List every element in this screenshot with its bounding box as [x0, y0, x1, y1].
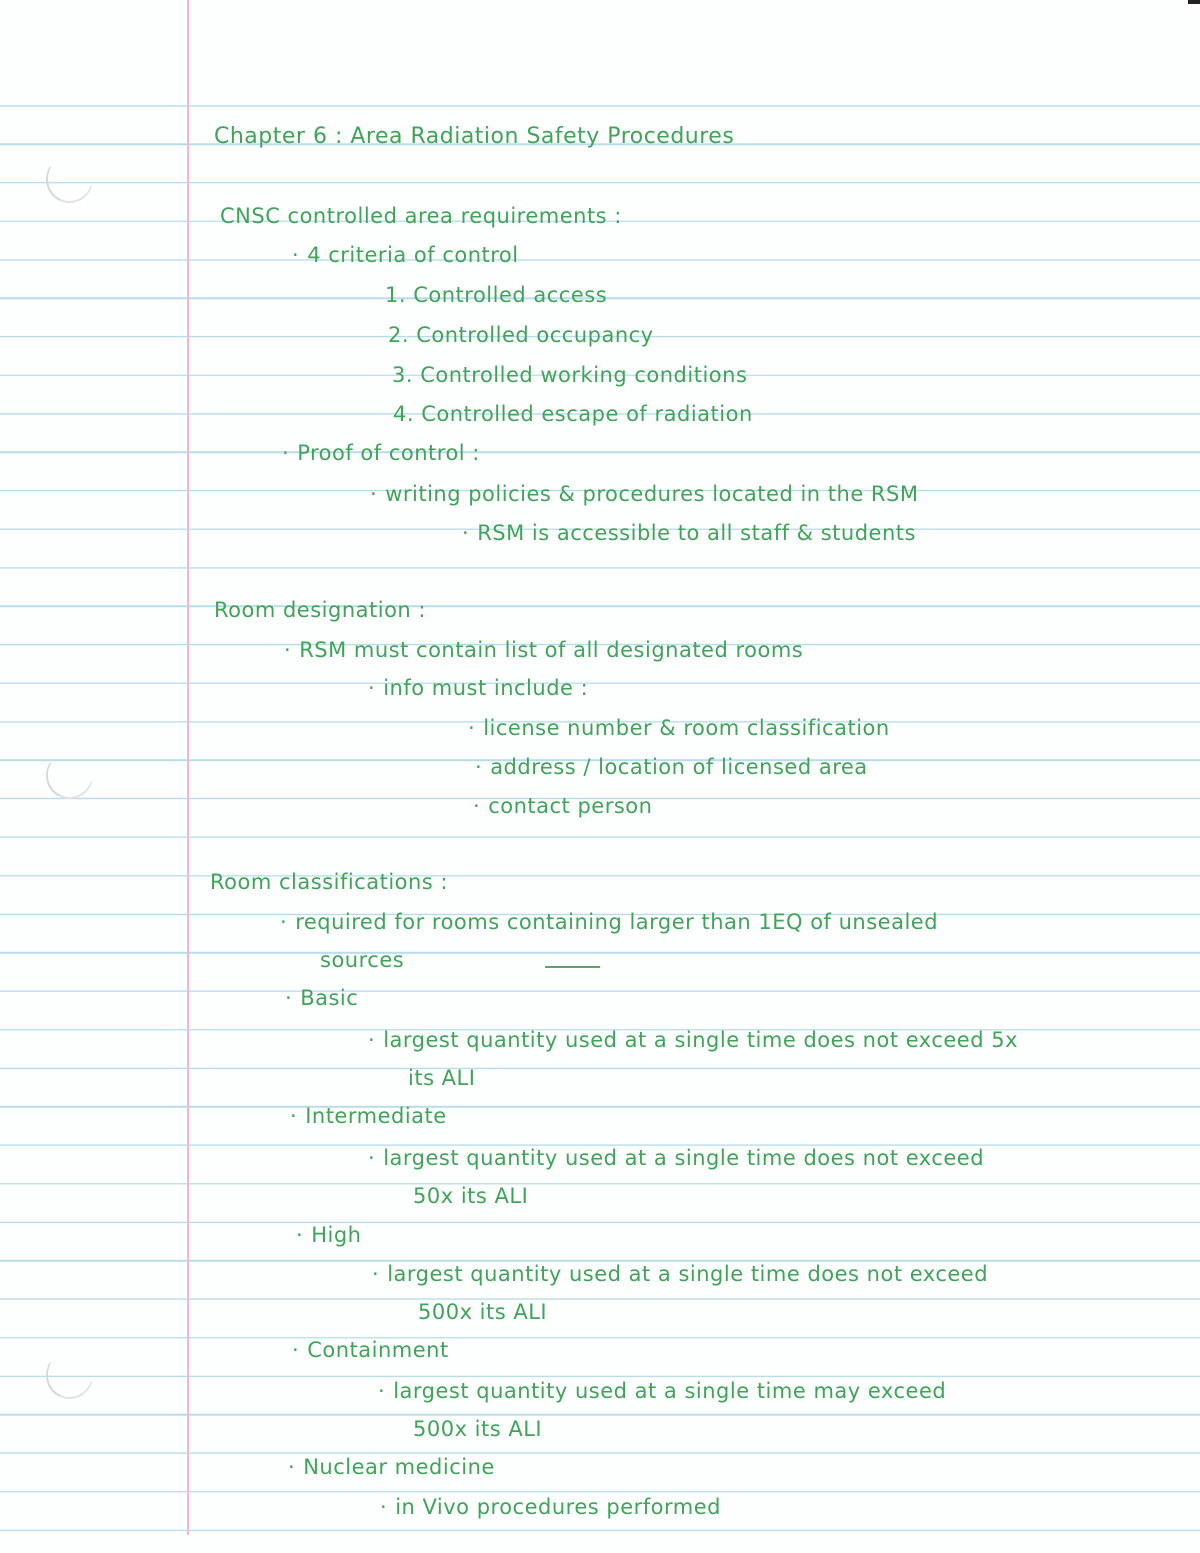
page-title: Chapter 6 : Area Radiation Safety Procedures	[214, 124, 735, 149]
info-heading: · info must include :	[368, 678, 588, 699]
info-item: · license number & room classification	[468, 718, 890, 739]
pencil-dash	[545, 966, 600, 968]
binder-hole-top	[39, 149, 99, 209]
class-basic-label: · Basic	[285, 988, 358, 1009]
binder-hole-bottom	[39, 1345, 99, 1405]
class-intermediate-desc: · largest quantity used at a single time does not exceed	[368, 1148, 984, 1169]
criterion-item: 1. Controlled access	[385, 283, 608, 307]
proof-subitem: · RSM is accessible to all staff & students	[462, 523, 916, 544]
class-high-label: · High	[296, 1225, 361, 1246]
cnsc-heading: CNSC controlled area requirements :	[220, 204, 622, 228]
class-nuclear-label: · Nuclear medicine	[288, 1457, 495, 1478]
margin-line	[187, 0, 189, 1535]
class-high-desc: · largest quantity used at a single time does not exceed	[372, 1264, 988, 1285]
page-header-blank	[0, 0, 1200, 104]
room-classifications-heading: Room classifications :	[210, 870, 449, 894]
scan-corner-mark	[1188, 0, 1200, 4]
info-item: · address / location of licensed area	[475, 757, 868, 778]
proof-item: · writing policies & procedures located in the RSM	[370, 484, 918, 505]
class-containment-desc: · largest quantity used at a single time may exceed	[378, 1381, 946, 1402]
class-high-desc-cont: 500x its ALI	[418, 1300, 548, 1324]
room-designation-heading: Room designation :	[214, 598, 426, 622]
criterion-item: 3. Controlled working conditions	[392, 363, 748, 387]
class-containment-desc-cont: 500x its ALI	[413, 1417, 543, 1441]
info-item: · contact person	[473, 796, 652, 817]
class-nuclear-desc: · in Vivo procedures performed	[380, 1497, 721, 1518]
binder-hole-middle	[39, 745, 99, 805]
class-intermediate-label: · Intermediate	[290, 1106, 447, 1127]
criterion-item: 2. Controlled occupancy	[388, 323, 654, 347]
classification-requirement-cont: sources	[320, 948, 405, 972]
room-designation-item: · RSM must contain list of all designated rooms	[284, 640, 803, 661]
classification-requirement: · required for rooms containing larger than 1EQ of unsealed	[280, 912, 938, 933]
criteria-heading: · 4 criteria of control	[292, 245, 519, 266]
class-containment-label: · Containment	[292, 1340, 449, 1361]
class-intermediate-desc-cont: 50x its ALI	[413, 1184, 529, 1208]
criterion-item: 4. Controlled escape of radiation	[393, 402, 753, 426]
class-basic-desc: · largest quantity used at a single time does not exceed 5x	[368, 1030, 1018, 1051]
class-basic-desc-cont: its ALI	[408, 1066, 476, 1090]
proof-heading: · Proof of control :	[282, 443, 480, 464]
